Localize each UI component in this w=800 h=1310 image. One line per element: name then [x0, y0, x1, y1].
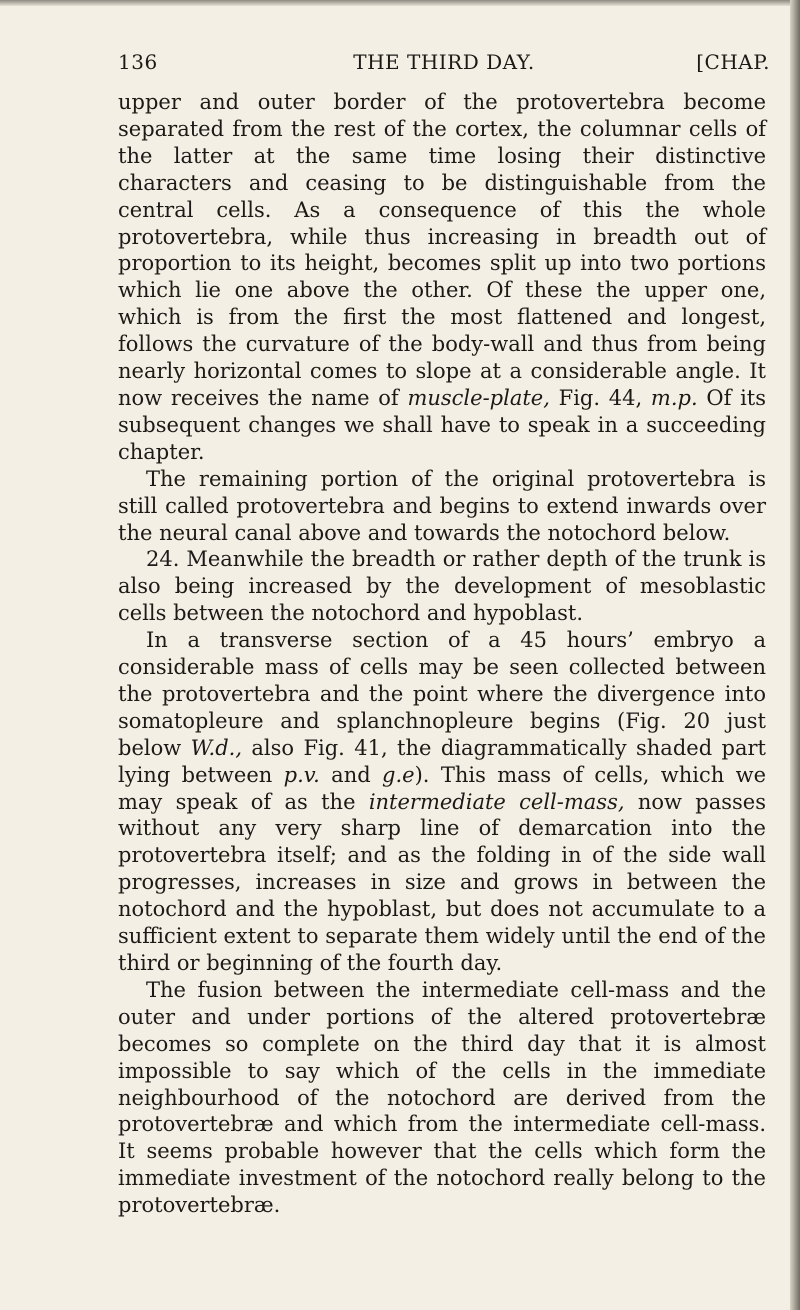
- body-text: [118, 89, 766, 1219]
- italic-term: muscle-plate,: [407, 385, 550, 410]
- page-number: 136: [118, 50, 158, 74]
- paragraph: The fusion between the intermediate cell-mass and the outer and under portions of the altered protovertebræ becomes so complete on the third day that it is almost impossible to say which of the cells in the immediate neighbourhood of the notochord are derived from the protovertebræ and which from the intermediate cell-mass. It seems probable however that the cells which form the immediate investment of the notochord really belong to the protovertebræ.: [118, 977, 766, 1218]
- paragraph: 24. Meanwhile the breadth or rather depth of the trunk is also being increased by the development of mesoblastic cells between the notochord and hypoblast.: [118, 547, 766, 626]
- italic-term: g.e: [382, 762, 415, 787]
- chapter-marker: [CHAP.: [696, 50, 770, 74]
- running-header: [118, 50, 770, 80]
- italic-term: intermediate cell-mass,: [368, 789, 625, 814]
- italic-term: p.v.: [283, 762, 320, 787]
- paragraph: In a transverse section of a 45 hours’ embryo a considerable mass of cells may be seen collected between the protovertebra and the point where the divergence into somatopleure and splanchnopleure begins (Fig. 20 just below W.d., also Fig. 41, the diagrammatically shaded part lying between p.v. and g.e). This mass of cells, which we may speak of as the intermediate cell-mass, now passes without any very sharp line of demarcation into the protovertebra itself; and as the folding in of the side wall progresses, increases in size and grows in between the notochord and the hypoblast, but does not accumulate to a sufficient extent to separate them widely until the end of the third or beginning of the fourth day.: [118, 628, 767, 975]
- paragraph: The remaining portion of the original protovertebra is still called protovertebra and begins to extend inwards over the neural canal above and towards the notochord below.: [118, 466, 766, 545]
- page-top-shadow: [0, 0, 790, 6]
- page-edge-shadow: [790, 0, 800, 1310]
- running-title: THE THIRD DAY.: [353, 50, 535, 74]
- italic-term: m.p.: [650, 385, 698, 410]
- italic-term: W.d.,: [190, 735, 242, 760]
- paragraph: upper and outer border of the protovertebra become separated from the rest of the cortex, the columnar cells of the latter at the same time losing their distinctive characters and ceasing to be distinguishable from the central cells. As a consequence of this the whole protovertebra, while thus increasing in breadth out of proportion to its height, becomes split up into two portions which lie one above the other. Of these the upper one, which is from the first the most flattened and longest, follows the curvature of the body-wall and thus from being nearly horizontal comes to slope at a considerable angle. It now receives the name of muscle-plate, Fig. 44, m.p. Of its subsequent changes we shall have to speak in a succeeding chapter.: [118, 90, 767, 464]
